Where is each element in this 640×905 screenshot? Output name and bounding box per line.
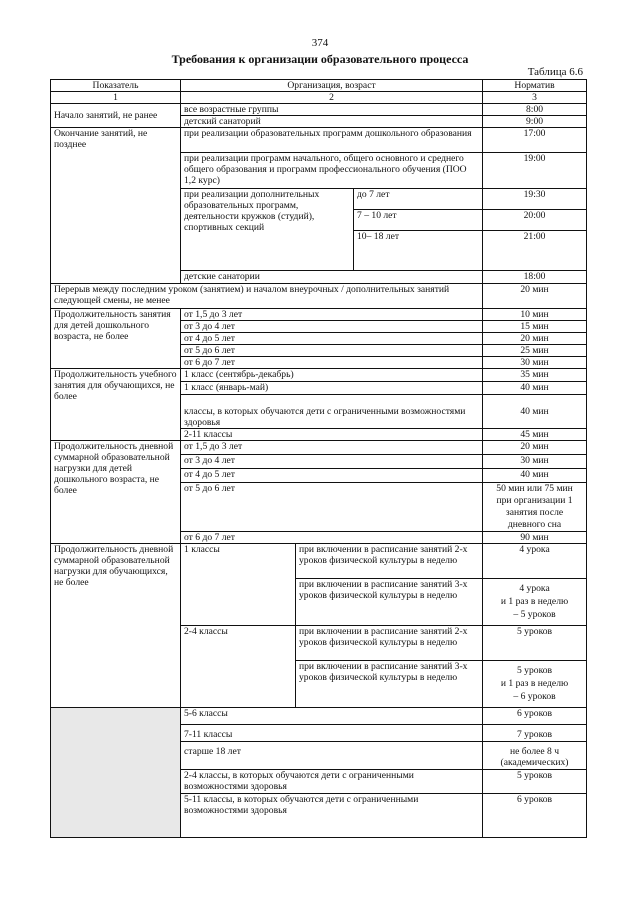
table-row: [51, 309, 587, 321]
table-numbering-row: [51, 92, 587, 104]
norm-cell: 20:00: [483, 210, 587, 231]
norm-cell: 6 уроков: [483, 794, 587, 838]
indicator-cell: Начало занятий, не ранее: [51, 104, 181, 128]
empty-cell: [181, 252, 354, 271]
org-cell: от 6 до 7 лет: [181, 357, 483, 369]
org-cell: 7-11 классы: [181, 725, 483, 742]
norm-cell: 5 уроков: [483, 770, 587, 794]
col-number: 1: [51, 92, 181, 104]
condition-cell: при включении в расписание занятий 3-х уроков физической культуры в неделю: [296, 661, 483, 708]
org-cell: 1 класс (январь-май): [181, 382, 483, 395]
norm-cell: 20 мин: [483, 441, 587, 455]
table-row: [51, 441, 587, 455]
page-number: 374: [311, 37, 329, 49]
org-cell: при реализации программ начального, общего основного и среднего общего образования и программ профессионального обучения (ПОО 1,2 курс): [181, 153, 483, 189]
norm-line: – 5 уроков: [513, 609, 556, 620]
org-cell: от 5 до 6 лет: [181, 483, 483, 532]
table-row: [51, 284, 587, 309]
norm-line: – 6 уроков: [513, 691, 556, 702]
norm-cell: 10 мин: [483, 309, 587, 321]
norm-cell: 15 мин: [483, 321, 587, 333]
org-cell: при реализации дополнительных образовательных программ, деятельности кружков (студий), спортивных секций: [181, 189, 354, 252]
indicator-cell: Продолжительность дневной суммарной образовательной нагрузки для обучающихся, не более: [51, 544, 181, 708]
table-row: [51, 708, 587, 725]
org-cell: 5-6 классы: [181, 708, 483, 725]
norm-cell: 30 мин: [483, 455, 587, 469]
norm-cell: 40 мин: [483, 395, 587, 429]
org-cell: от 3 до 4 лет: [181, 455, 483, 469]
norm-cell: 8:00: [483, 104, 587, 116]
norm-line: 4 урока: [519, 583, 550, 594]
norm-line: не более 8 ч: [509, 746, 560, 757]
table-row: [51, 104, 587, 116]
col-number: 2: [181, 92, 483, 104]
indicator-cell: Продолжительность дневной суммарной образовательной нагрузки для детей дошкольного возраста, не более: [51, 441, 181, 544]
indicator-cell: Окончание занятий, не позднее: [51, 128, 181, 284]
org-cell: от 1,5 до 3 лет: [181, 441, 483, 455]
norm-cell: 19:00: [483, 153, 587, 189]
table-row: [51, 544, 587, 579]
norm-cell: [483, 483, 587, 532]
org-cell: все возрастные группы: [181, 104, 483, 116]
norm-cell: 7 уроков: [483, 725, 587, 742]
org-cell: от 4 до 5 лет: [181, 333, 483, 345]
norm-cell: 4 урока: [483, 544, 587, 579]
org-cell: классы, в которых обучаются дети с ограниченными возможностями здоровья: [181, 395, 483, 429]
norm-line: дневного сна: [507, 519, 562, 530]
org-cell: 5-11 классы, в которых обучаются дети с ограниченными возможностями здоровья: [181, 794, 483, 838]
requirements-table: [50, 79, 587, 838]
empty-cell: [483, 252, 587, 271]
norm-cell: [483, 579, 587, 626]
norm-cell: 21:00: [483, 231, 587, 252]
age-cell: 10– 18 лет: [354, 231, 483, 252]
org-cell: 1 класс (сентябрь-декабрь): [181, 369, 483, 382]
table-label: Таблица 6.6: [527, 66, 583, 78]
norm-cell: [483, 661, 587, 708]
indicator-cell: Перерыв между последним уроком (занятием) и началом внеурочных / дополнительных занятий следующей смены, не менее: [51, 284, 483, 309]
col-number: 3: [483, 92, 587, 104]
org-cell: старше 18 лет: [181, 742, 483, 770]
norm-line: (академических): [500, 757, 569, 768]
norm-cell: 6 уроков: [483, 708, 587, 725]
org-cell: при реализации образовательных программ дошкольного образования: [181, 128, 483, 153]
norm-cell: 90 мин: [483, 532, 587, 544]
org-cell: детский санаторий: [181, 116, 483, 128]
norm-cell: 45 мин: [483, 429, 587, 441]
norm-line: при организации 1: [496, 495, 573, 506]
norm-line: 5 уроков: [516, 665, 553, 676]
age-cell: до 7 лет: [354, 189, 483, 210]
org-cell: детские санатории: [181, 271, 483, 284]
norm-cell: 19:30: [483, 189, 587, 210]
condition-cell: при включении в расписание занятий 2-х уроков физической культуры в неделю: [296, 626, 483, 661]
norm-line: занятия после: [505, 507, 564, 518]
table-header-row: [51, 80, 587, 92]
indicator-cell: Продолжительность учебного занятия для обучающихся, не более: [51, 369, 181, 441]
norm-line: 50 мин или 75 мин: [496, 483, 573, 494]
norm-line: и 1 раз в неделю: [500, 596, 569, 607]
norm-cell: 40 мин: [483, 382, 587, 395]
org-cell: 2-4 классы, в которых обучаются дети с ограниченными возможностями здоровья: [181, 770, 483, 794]
norm-cell: 30 мин: [483, 357, 587, 369]
norm-cell: [483, 742, 587, 770]
org-cell: от 3 до 4 лет: [181, 321, 483, 333]
norm-cell: 20 мин: [483, 284, 587, 309]
org-cell: от 5 до 6 лет: [181, 345, 483, 357]
norm-cell: 17:00: [483, 128, 587, 153]
norm-cell: 18:00: [483, 271, 587, 284]
norm-cell: 25 мин: [483, 345, 587, 357]
norm-cell: 9:00: [483, 116, 587, 128]
condition-cell: при включении в расписание занятий 3-х уроков физической культуры в неделю: [296, 579, 483, 626]
age-cell: 7 – 10 лет: [354, 210, 483, 231]
empty-cell: [354, 252, 483, 271]
indicator-cell: [51, 708, 181, 838]
header-norm: Норматив: [483, 80, 587, 92]
page-title: Требования к организации образовательного процесса: [171, 52, 469, 66]
org-cell: от 1,5 до 3 лет: [181, 309, 483, 321]
class-cell: 1 классы: [181, 544, 296, 626]
table-row: [51, 128, 587, 153]
norm-cell: 5 уроков: [483, 626, 587, 661]
org-cell: 2-11 классы: [181, 429, 483, 441]
header-organization: Организация, возраст: [181, 80, 483, 92]
org-cell: от 6 до 7 лет: [181, 532, 483, 544]
class-cell: 2-4 классы: [181, 626, 296, 708]
table-row: [51, 369, 587, 382]
indicator-cell: Продолжительность занятия для детей дошкольного возраста, не более: [51, 309, 181, 369]
header-indicator: Показатель: [51, 80, 181, 92]
norm-cell: 35 мин: [483, 369, 587, 382]
norm-cell: 20 мин: [483, 333, 587, 345]
norm-cell: 40 мин: [483, 469, 587, 483]
org-cell: от 4 до 5 лет: [181, 469, 483, 483]
condition-cell: при включении в расписание занятий 2-х уроков физической культуры в неделю: [296, 544, 483, 579]
norm-line: и 1 раз в неделю: [500, 678, 569, 689]
